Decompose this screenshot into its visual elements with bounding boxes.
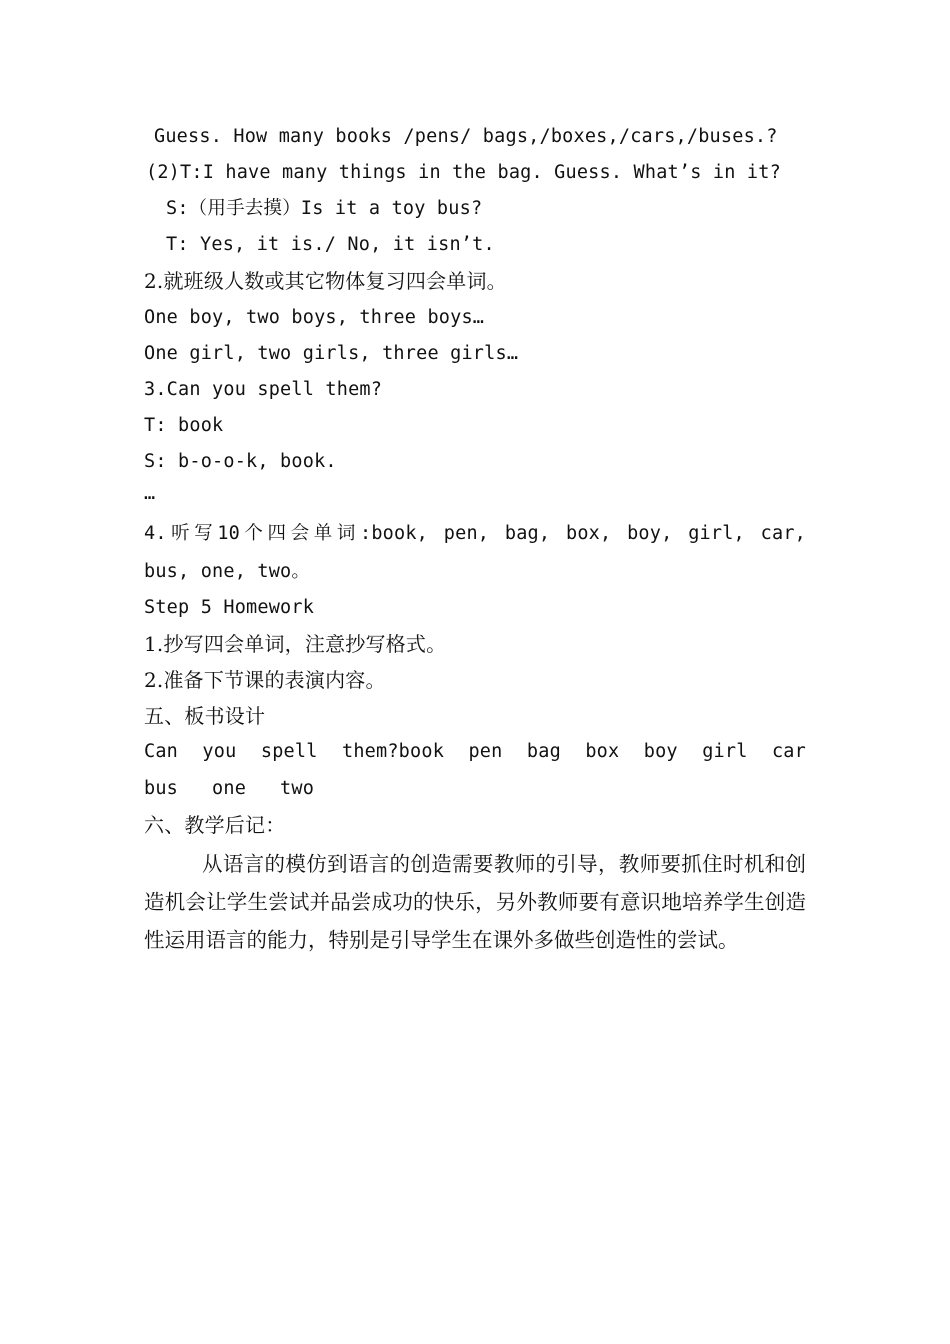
text-line-homework-copy: 1.抄写四会单词，注意抄写格式。 — [144, 632, 447, 656]
text-line-student-spelling: S: b-o-o-k, book. — [144, 451, 337, 472]
text-line-teacher-answer: T: Yes, it is./ No, it isn’t. — [166, 234, 495, 255]
text-line-dictation: 4.听写10个四会单词:book, pen, bag, box, boy, girl, car, — [144, 523, 806, 544]
text-line-ellipsis: … — [144, 483, 156, 504]
text-line-teacher-bag: (2)T:I have many things in the bag. Guess. What’s in it? — [146, 162, 781, 183]
text-line-spell-question: 3.Can you spell them? — [144, 379, 383, 400]
text-line-teacher-book: T: book — [144, 415, 224, 436]
reflection-paragraph: 从语言的模仿到语言的创造需要教师的引导，教师要抓住时机和创造机会让学生尝试并品尝成功的快乐，另外教师要有意识地培养学生创造性运用语言的能力，特别是引导学生在课外多做些创造性的尝试。 — [144, 852, 806, 952]
text-line-boys: One boy, two boys, three boys… — [144, 307, 485, 328]
text-line-homework-heading: Step 5 Homework — [144, 597, 315, 618]
text-line-board-words: Can you spell them?book pen bag box boy girl car — [144, 741, 806, 762]
text-line-dictation-continued: bus, one, two。 — [144, 561, 311, 582]
text-line-girls: One girl, two girls, three girls… — [144, 343, 519, 364]
text-line-student-toy-bus: S:（用手去摸）Is it a toy bus? — [166, 198, 483, 219]
text-line-review-words: 2.就班级人数或其它物体复习四会单词。 — [144, 269, 507, 293]
section-heading-teaching-reflection: 六、教学后记： — [144, 813, 286, 837]
text-line-guess: Guess. How many books /pens/ bags,/boxes,/cars,/buses.? — [154, 126, 778, 147]
text-line-homework-prepare: 2.准备下节课的表演内容。 — [144, 668, 386, 692]
section-heading-board-design: 五、板书设计 — [144, 704, 266, 728]
text-line-board-words-continued: bus one two — [144, 778, 315, 799]
